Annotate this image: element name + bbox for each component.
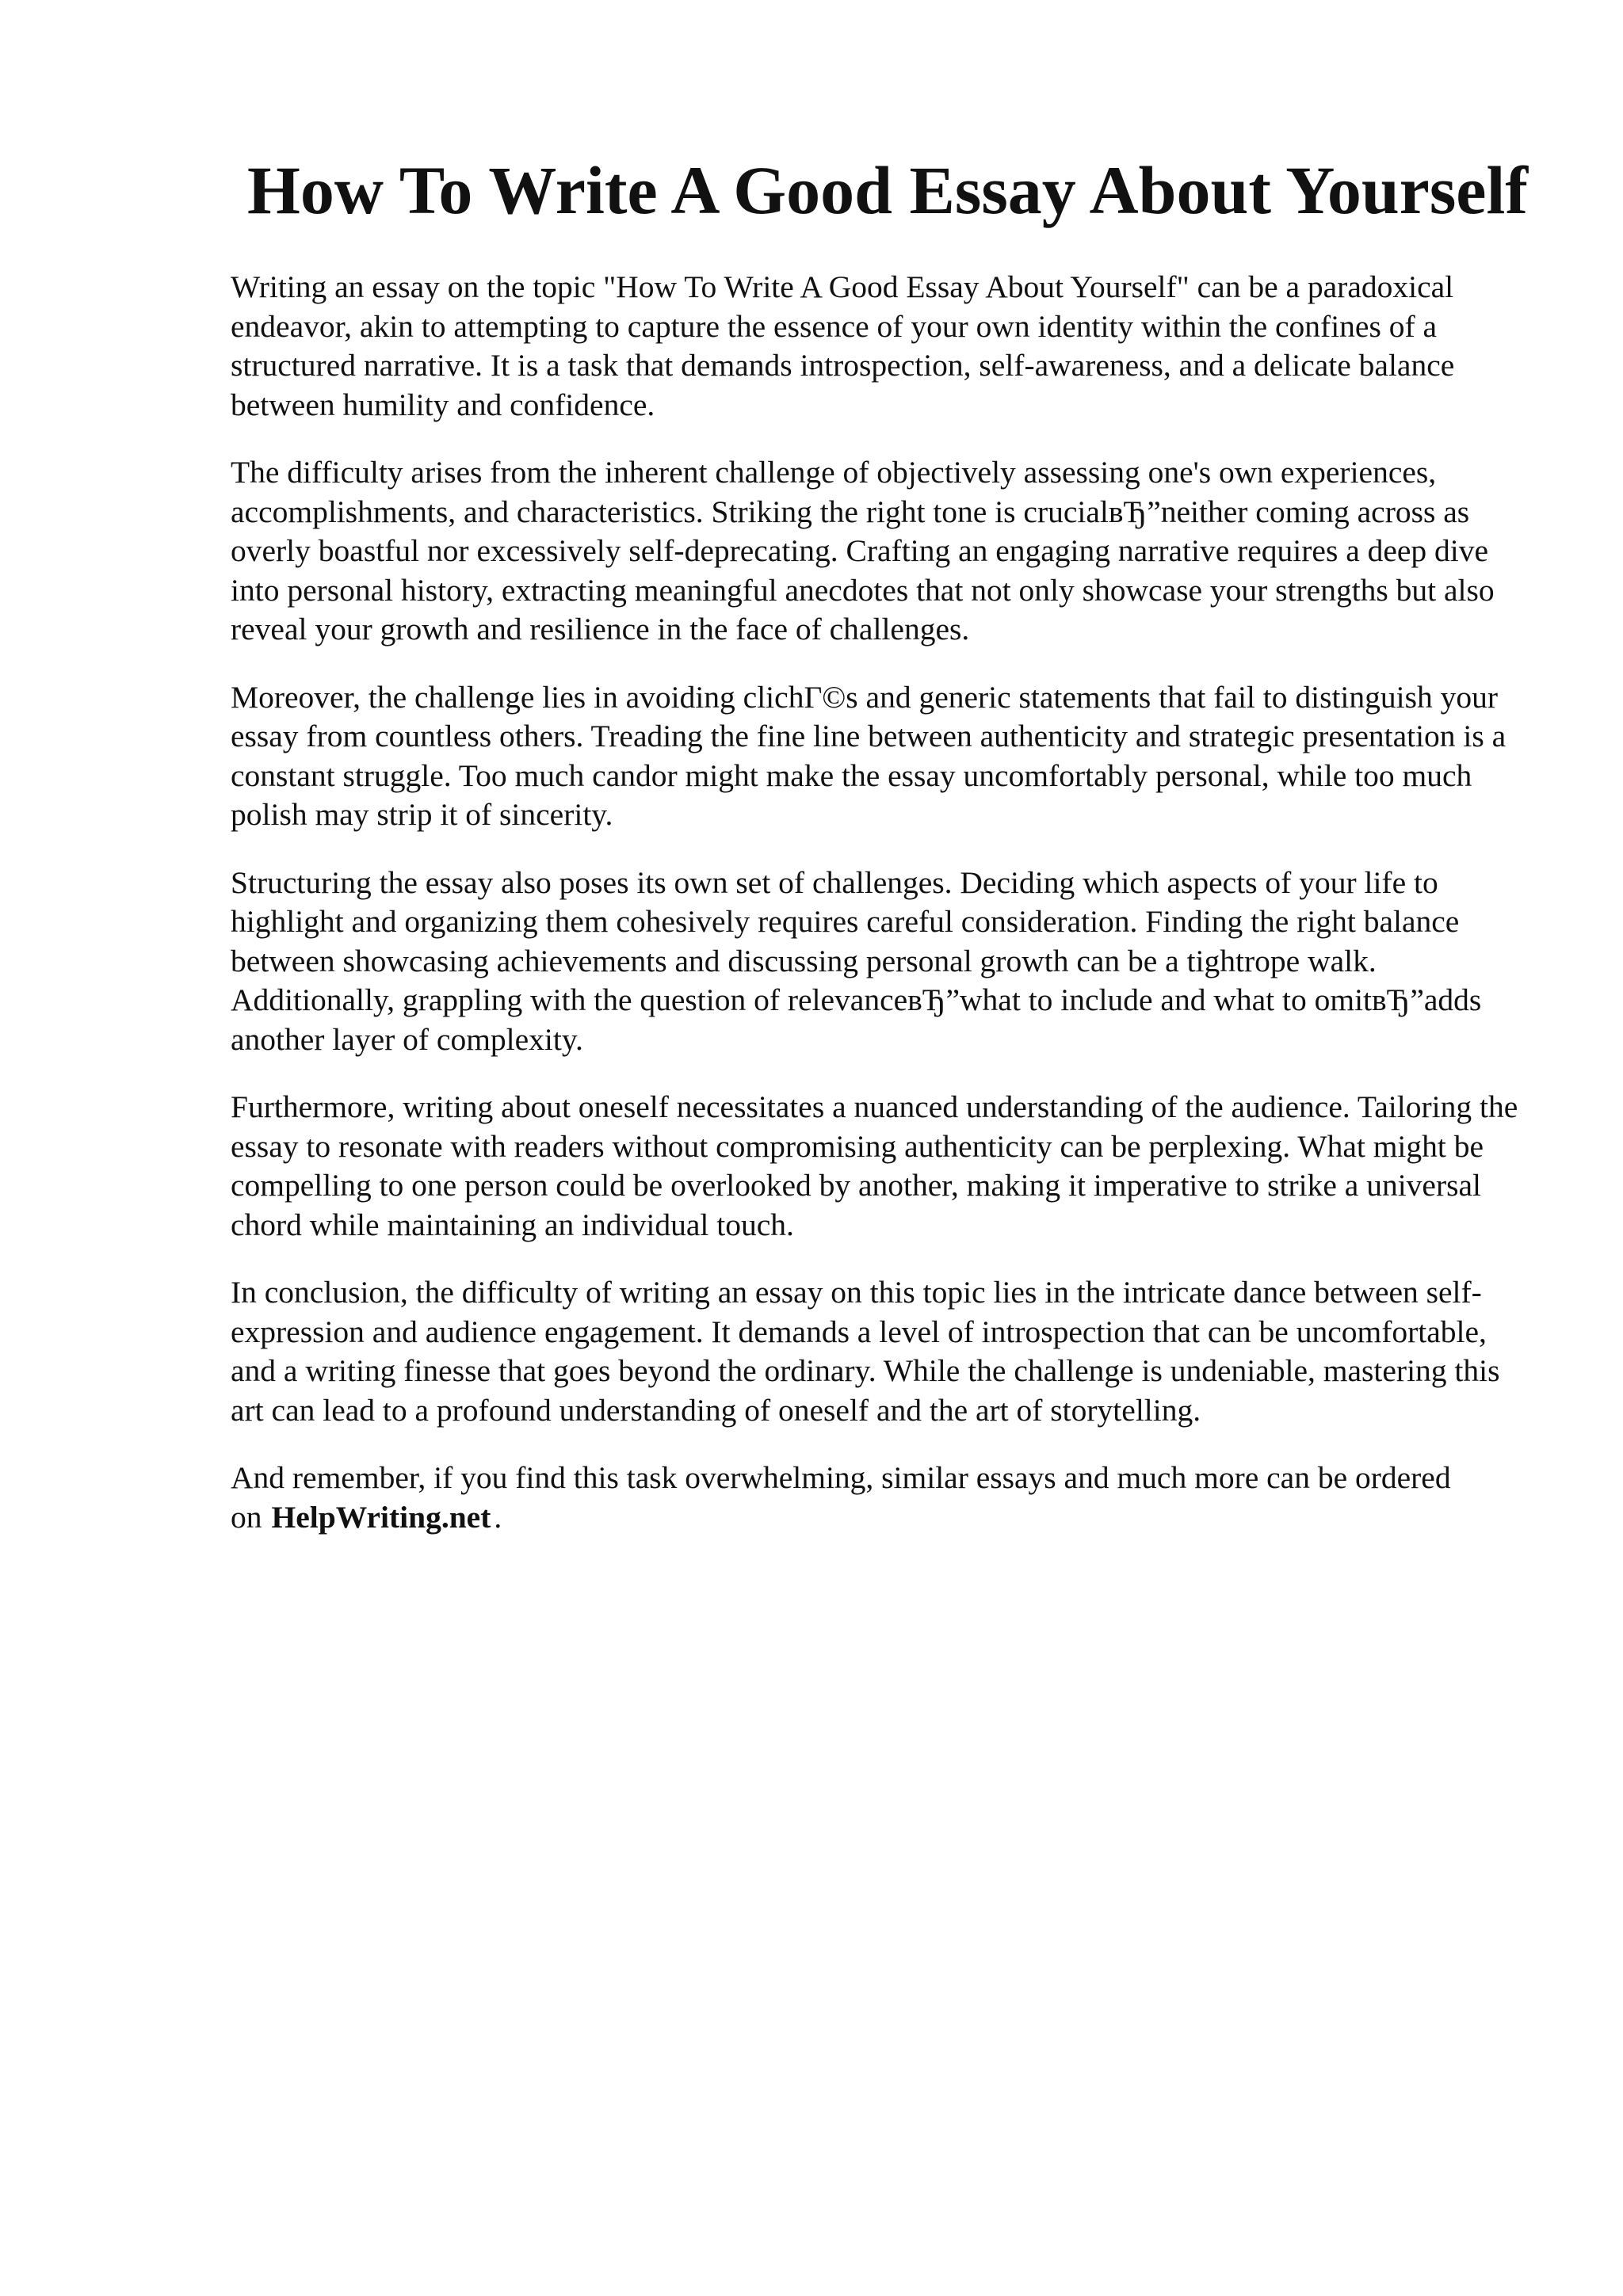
closing-text: And remember, if you find this task overwhelming, similar essays and much more can be ordered on [231,1460,1451,1535]
paragraph-2: The difficulty arises from the inherent challenge of objectively assessing one's own experiences, accomplishments, and characteristics. Striking the right tone is crucialвЂ”neither coming across as overly boastful nor excessively self-deprecating. Crafting an engaging narrative requires a deep dive into personal history, extracting meaningful anecdotes that not only showcase your strengths but also reveal your growth and resilience in the face of challenges. [231,455,1495,646]
essay-body [231,268,1530,1566]
page-title: How To Write A Good Essay About Yourself [246,152,1529,228]
paragraph-5: Furthermore, writing about oneself necessitates a nuanced understanding of the audience. Tailoring the essay to resonate with readers without compromising authenticity can be perplexing. What might be compelling to one person could be overlooked by another, making it imperative to strike a universal chord while maintaining an individual touch. [231,1089,1518,1242]
closing-paragraph [231,1459,1530,1537]
paragraph-6: In conclusion, the difficulty of writing an essay on this topic lies in the intricate dance between self-expression and audience engagement. It demands a level of introspection that can be uncomfortable, and a writing finesse that goes beyond the ordinary. While the challenge is undeniable, mastering this art can lead to a profound understanding of oneself and the art of storytelling. [231,1275,1500,1428]
paragraph-4: Structuring the essay also poses its own set of challenges. Deciding which aspects of your life to highlight and organizing them cohesively requires careful consideration. Finding the right balance between showcasing achievements and discussing personal growth can be a tightrope walk. Additionally, grappling with the question of relevanceвЂ”what to include and what to omitвЂ”adds another layer of complexity. [231,864,1482,1057]
paragraph-1: Writing an essay on the topic "How To Write A Good Essay About Yourself" can be a paradoxical endeavor, akin to attempting to capture the essence of your own identity within the confines of a structured narrative. It is a task that demands introspection, self-awareness, and a delicate balance between humility and confidence. [231,269,1455,422]
closing-period: . [494,1499,502,1535]
helpwriting-link[interactable]: HelpWriting.net [271,1499,491,1535]
paragraph-3: Moreover, the challenge lies in avoiding clichГ©s and generic statements that fail to distinguish your essay from countless others. Treading the fine line between authenticity and strategic presentation is a constant struggle. Too much candor might make the essay uncomfortably personal, while too much polish may strip it of sincerity. [231,679,1507,832]
